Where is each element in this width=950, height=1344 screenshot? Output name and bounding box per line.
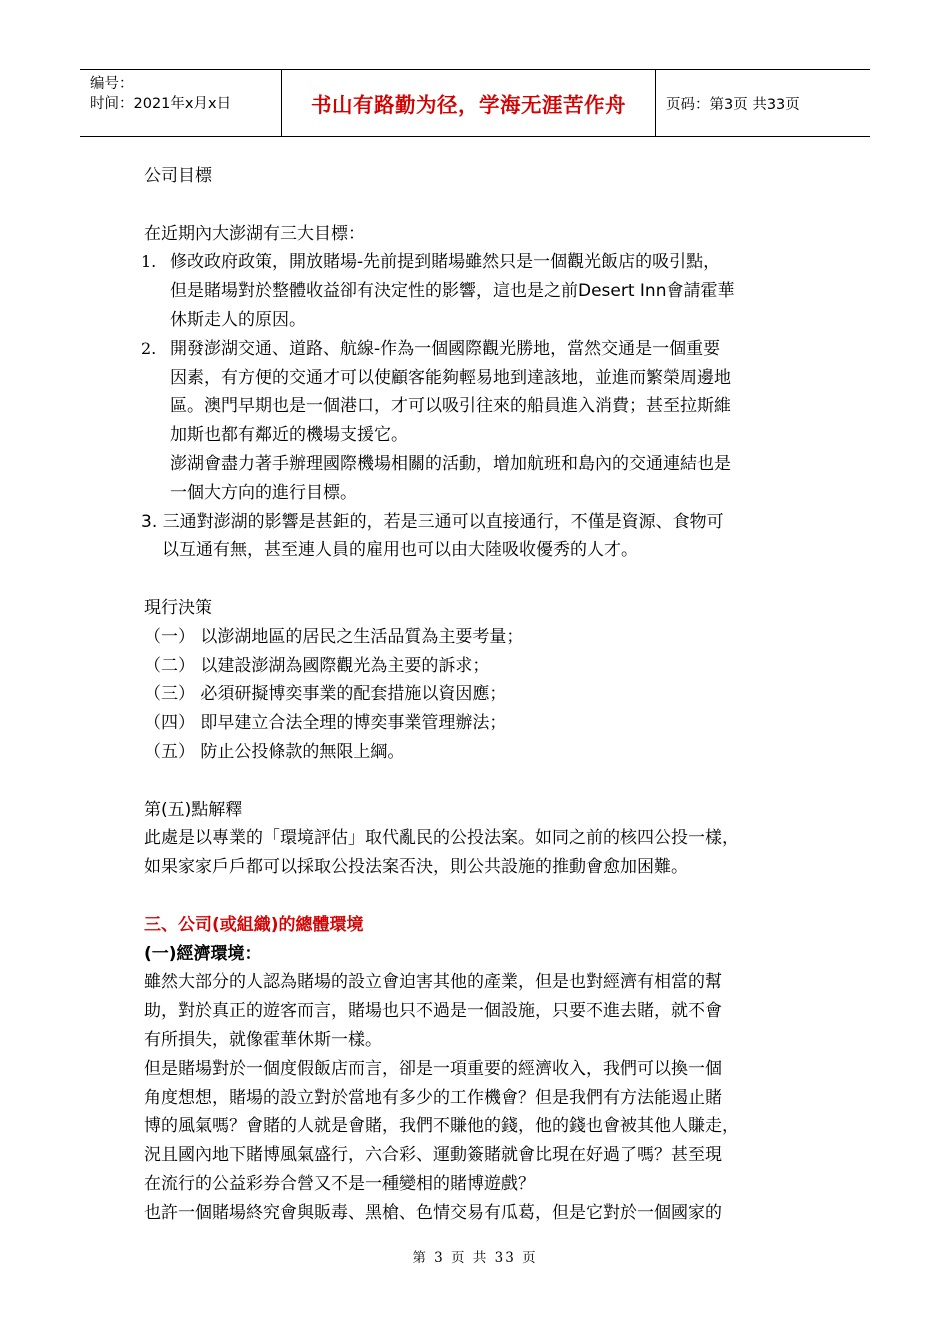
econ-title: (一)經濟環境：	[144, 943, 262, 964]
header-meta	[80, 70, 282, 136]
header-number-label: 编号：	[90, 76, 134, 92]
econ-line: 助，對於真正的遊客而言，賭場也只不過是一個設施，只要不進去賭，就不會	[144, 1001, 722, 1022]
econ-line: 況且國內地下賭博風氣盛行，六合彩、運動簽賭就會比現在好過了嗎？甚至現	[144, 1145, 722, 1166]
goal-line: 區。澳門早期也是一個港口，才可以吸引往來的船員進入消費；甚至拉斯維	[170, 396, 731, 417]
goal-item-1	[141, 248, 834, 334]
page-footer: 第 3 页 共 33 页	[412, 1250, 538, 1266]
econ-line: 有所損失，就像霍華休斯一樣。	[144, 1029, 382, 1050]
goal-line: 因素，有方便的交通才可以使顧客能夠輕易地到達該地，並進而繁榮周邊地	[170, 367, 731, 388]
document-body	[141, 162, 834, 1227]
econ-line: 角度想想，賭場的設立對於當地有多少的工作機會？但是我們有方法能遏止賭	[144, 1087, 722, 1108]
policy-item: （二） 以建設澎湖為國際觀光為主要的訴求；	[144, 655, 490, 676]
goal-line: 開發澎湖交通、道路、航線-作為一個國際觀光勝地，當然交通是一個重要	[170, 338, 721, 359]
goal-line: 澎湖會盡力著手辦理國際機場相關的活動，增加航班和島內的交通連結也是	[170, 453, 731, 474]
goal-number: 1.	[141, 252, 157, 272]
header-motto: 书山有路勤为径，学海无涯苦作舟	[282, 70, 656, 136]
goal-item-3-cont: 以互通有無，甚至連人員的雇用也可以由大陸吸收優秀的人才。	[162, 540, 638, 561]
policy-title: 現行決策	[144, 597, 212, 618]
econ-line: 博的風氣嗎？會賭的人就是會賭，我們不賺他的錢，他的錢也會被其他人賺走，	[144, 1116, 739, 1137]
goals-intro: 在近期內大澎湖有三大目標：	[144, 223, 365, 244]
point5-title: 第(五)點解釋	[144, 799, 243, 820]
policy-item: （一） 以澎湖地區的居民之生活品質為主要考量；	[144, 626, 524, 647]
point5-line: 此處是以專業的「環境評估」取代亂民的公投法案。如同之前的核四公投一樣，	[144, 828, 739, 849]
econ-line: 雖然大部分的人認為賭場的設立會迫害其他的產業，但是也對經濟有相當的幫	[144, 972, 722, 993]
policy-item: （五） 防止公投條款的無限上綱。	[144, 741, 405, 762]
goals-title: 公司目標	[144, 166, 212, 186]
header-page-info: 页码：第3页 共33页	[666, 96, 800, 113]
goal-line: 加斯也都有鄰近的機場支援它。	[170, 425, 408, 446]
econ-line: 也許一個賭場終究會與販毒、黑槍、色情交易有瓜葛，但是它對於一個國家的	[144, 1202, 722, 1223]
goal-line: 但是賭場對於整體收益卻有決定性的影響，這也是之前Desert Inn會請霍華	[170, 281, 735, 302]
page-header	[80, 69, 870, 137]
goal-number: 2.	[141, 338, 157, 358]
econ-line: 在流行的公益彩券合營又不是一種變相的賭博遊戲？	[144, 1173, 535, 1194]
policy-item: （三） 必須研擬博奕事業的配套措施以資因應；	[144, 684, 507, 705]
point5-line: 如果家家戶戶都可以採取公投法案否決，則公共設施的推動會愈加困難。	[144, 857, 688, 878]
policy-item: （四） 即早建立合法全理的博奕事業管理辦法；	[144, 713, 507, 734]
econ-line: 但是賭場對於一個度假飯店而言，卻是一項重要的經濟收入，我們可以換一個	[144, 1058, 722, 1079]
section3-title: 三、公司(或組織)的總體環境	[144, 914, 364, 935]
goal-line: 修改政府政策，開放賭場-先前提到賭場雖然只是一個觀光飯店的吸引點，	[170, 252, 721, 273]
goal-line: 休斯走人的原因。	[170, 309, 306, 330]
goal-item-3: 3. 三通對澎湖的影響是甚鉅的，若是三通可以直接通行，不僅是資源、食物可	[141, 511, 724, 532]
goal-line: 一個大方向的進行目標。	[170, 482, 357, 503]
goal-item-2	[141, 335, 834, 508]
header-date: 时间：2021年x月x日	[90, 96, 232, 112]
